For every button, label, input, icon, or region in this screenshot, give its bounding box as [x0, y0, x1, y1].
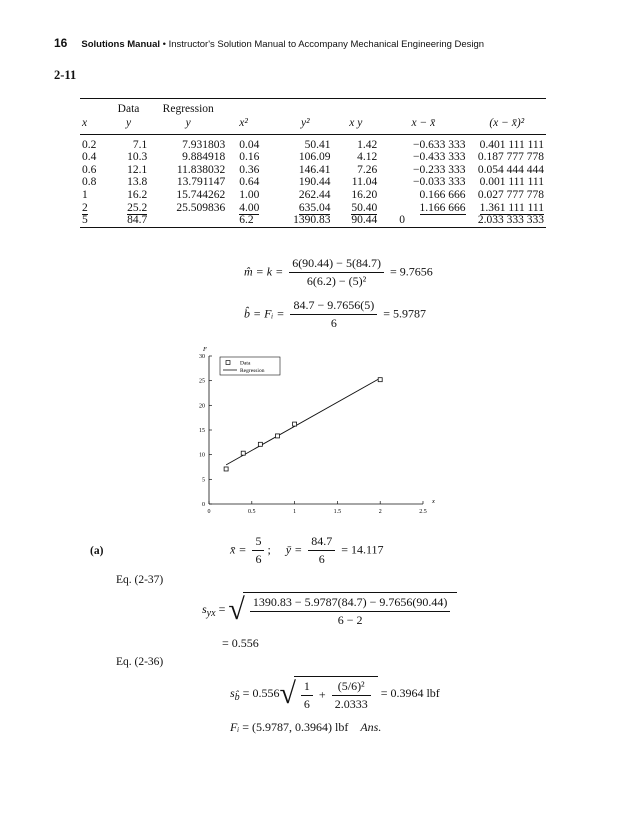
- legend-data-label: Data: [240, 360, 251, 367]
- eq-ref-2-36: Eq. (2-36): [116, 656, 164, 668]
- x-tick-label: 0: [207, 509, 211, 515]
- y-tick-label: 20: [199, 403, 205, 410]
- slope-fraction: $\frac{6(90.44) - 5(84.7)}{\text{6(6.2) − (5)²}}$: [289, 256, 384, 289]
- slope-result: = 9.7656: [389, 264, 433, 279]
- header-subtitle: Instructor's Solution Manual to Accompany Mechanical Engineering Design: [168, 39, 485, 50]
- data-point: [275, 434, 279, 438]
- col-y-reg: y: [149, 116, 227, 135]
- x-tick-label: 1.5: [333, 509, 342, 515]
- intercept-result: = 5.9787: [383, 306, 426, 321]
- data-point: [241, 451, 245, 455]
- regression-table: [80, 98, 546, 228]
- x-axis-label: x: [432, 498, 435, 505]
- legend-regression-label: Regression: [240, 368, 265, 374]
- y-axis-label: F: [203, 346, 207, 353]
- col-x: x: [80, 116, 108, 135]
- data-point: [224, 467, 228, 471]
- x-tick-label: 2.5: [419, 509, 427, 515]
- eq-ref-2-37: Eq. (2-37): [116, 574, 164, 586]
- table-header-top: Data Regression: [80, 99, 546, 116]
- data-point: [378, 378, 382, 382]
- table-totals-row: 5 84.7 6.2 1390.83 90.44 0 2.033 333 333: [82, 214, 544, 227]
- part-a-label: (a): [90, 545, 104, 557]
- means-equation: x̄ = $\frac{5}{6}$ ; ȳ = $\frac{84.7}{6}$ = 14.117: [230, 534, 384, 566]
- legend-data-marker: [226, 361, 230, 365]
- table-row: 2 25.2 25.509836 4.00 635.04 50.40 1.166 666 1.361 111 111: [82, 201, 544, 214]
- col-x2: x²: [227, 116, 278, 135]
- syx-equation: $s_{yx}$ = √ $\frac{1390.83 - 5.9787(84.7) - 9.7656(90.44)}{6 - 2}$: [202, 592, 457, 628]
- col-dev-squared: (x − x̄)²: [468, 116, 546, 135]
- x-tick-label: 0.5: [248, 509, 256, 515]
- y-tick-label: 5: [202, 477, 205, 484]
- col-y: y: [108, 116, 149, 135]
- intercept-fraction: $\frac{84.7 - 9.7656(5)}{6}$: [290, 298, 377, 331]
- table-row: 0.4 10.3 9.884918 0.16 106.09 4.12 −0.433 333 0.187 777 778: [82, 151, 544, 164]
- sb-equation: $s_{b̂} = 0.556√$ $\frac{1}{6}$ + $\frac{\text{(5/6)²}}{2.0333}$ = 0.3964 lbf: [230, 677, 440, 711]
- y-tick-label: 0: [202, 502, 205, 508]
- col-y2: y²: [278, 116, 332, 135]
- header-bullet: •: [162, 39, 166, 50]
- intercept-equation: [244, 298, 426, 331]
- syx-result: = 0.556: [222, 636, 259, 650]
- fi-answer: Fᵢ = (5.9787, 0.3964) lbf Ans.: [230, 720, 382, 734]
- col-xy: x y: [332, 116, 379, 135]
- table-row: 0.2 7.1 7.931803 0.04 50.41 1.42 −0.633 333 0.401 111 111: [82, 138, 544, 151]
- regression-line: [226, 378, 380, 465]
- slope-lhs: m̂ = k =: [244, 264, 284, 279]
- page-number: 16: [54, 36, 68, 50]
- slope-equation: [244, 256, 433, 289]
- table-row: 0.8 13.8 13.791147 0.64 190.44 11.04 −0.033 333 0.001 111 111: [82, 176, 544, 189]
- data-point: [258, 442, 262, 446]
- y-tick-label: 30: [199, 354, 205, 360]
- header-manual: Solutions Manual: [81, 39, 160, 50]
- page-header: [54, 36, 484, 50]
- table-header-bottom: [80, 116, 546, 135]
- ans-label: Ans.: [360, 720, 382, 734]
- y-tick-label: 15: [199, 428, 205, 434]
- intercept-lhs: b̂ = Fᵢ =: [244, 306, 285, 321]
- sqrt-sign: √: [279, 677, 296, 710]
- col-x-minus-xbar: x − x̄: [379, 116, 467, 135]
- x-tick-label: 2: [378, 509, 382, 515]
- y-tick-label: 25: [199, 378, 205, 385]
- regression-chart: [185, 340, 445, 520]
- table-row: 1 16.2 15.744262 1.00 262.44 16.20 0.166 666 0.027 777 778: [82, 188, 544, 201]
- data-point: [293, 422, 297, 426]
- problem-number: 2-11: [54, 68, 77, 82]
- x-tick-label: 1: [293, 509, 297, 515]
- table-row: 0.6 12.1 11.838032 0.36 146.41 7.26 −0.233 333 0.054 444 444: [82, 163, 544, 176]
- sqrt-sign: √: [228, 593, 245, 626]
- y-tick-label: 10: [199, 452, 205, 459]
